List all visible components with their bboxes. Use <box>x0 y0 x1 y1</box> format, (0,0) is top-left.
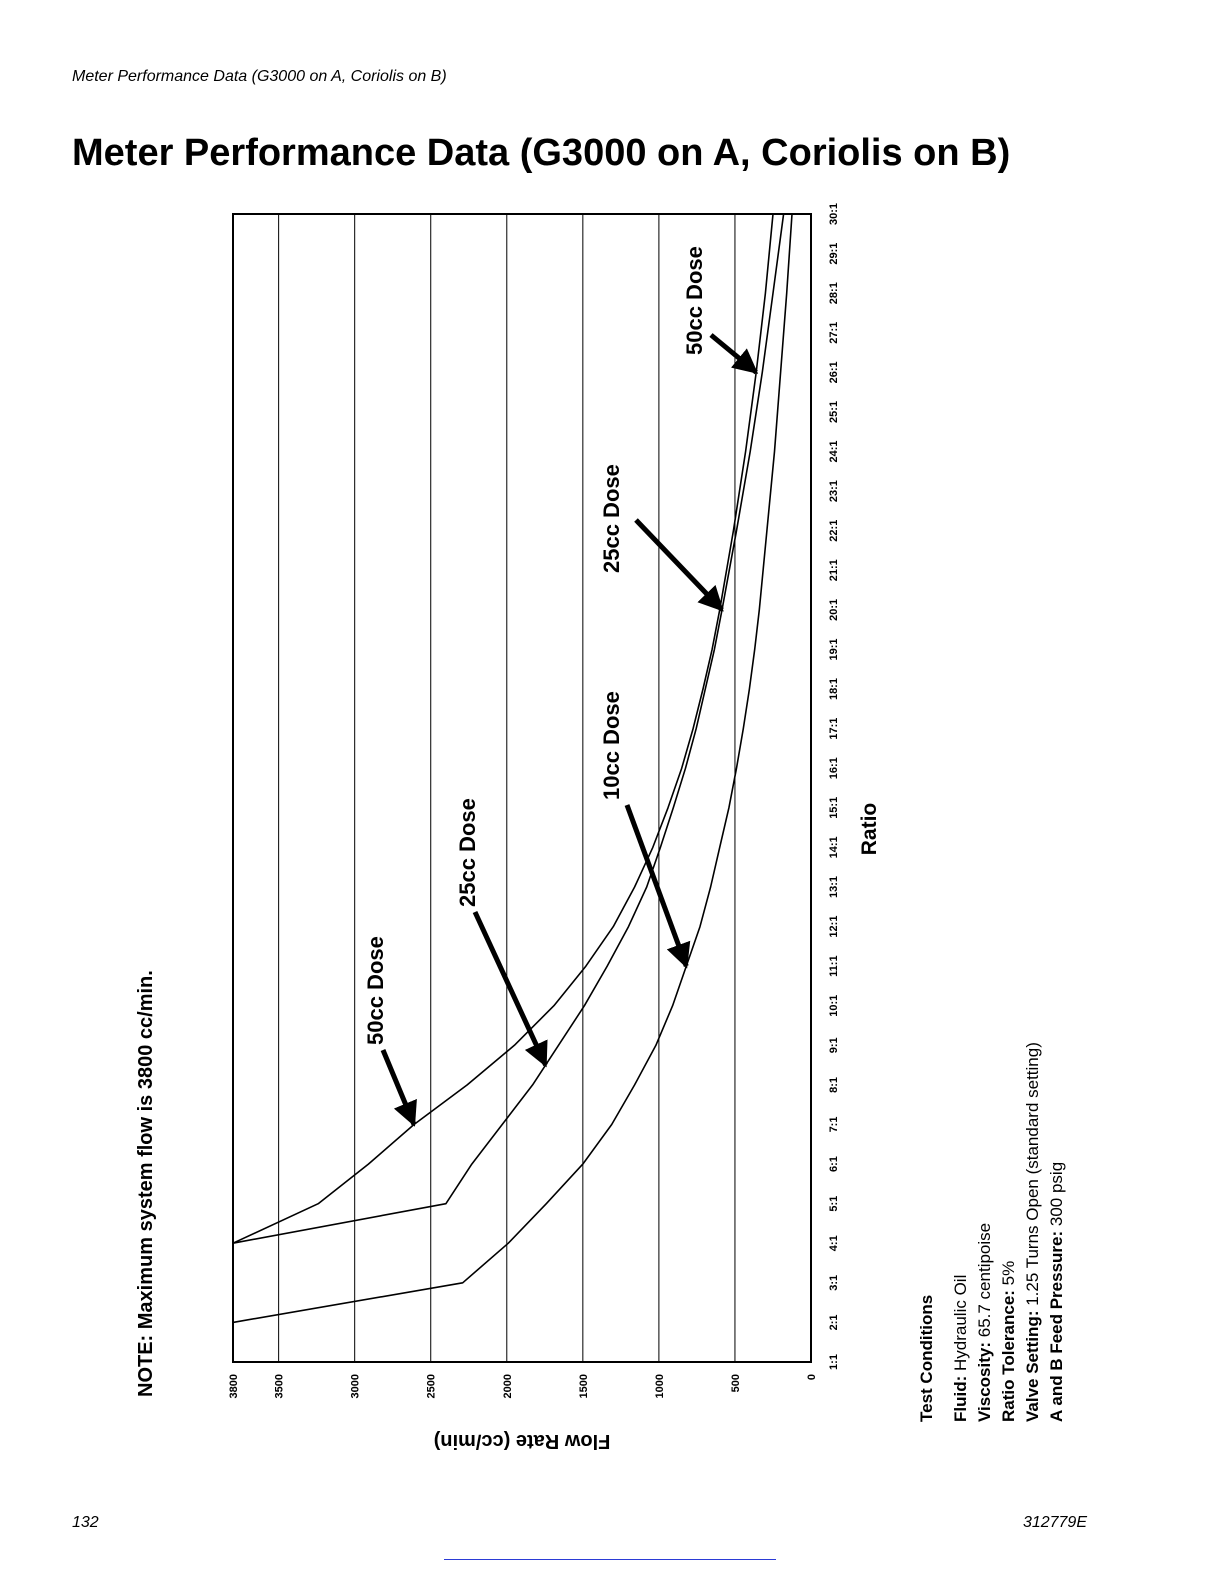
page-number: 132 <box>72 1514 99 1531</box>
x-tick-label: 9:1 <box>828 1037 840 1054</box>
running-header: Meter Performance Data (G3000 on A, Coriolis on B) <box>72 68 447 85</box>
x-tick-label: 16:1 <box>828 757 840 780</box>
test-conditions-heading: Test Conditions <box>917 1294 936 1422</box>
x-tick-label: 18:1 <box>828 678 840 701</box>
chart-ticks <box>228 203 840 1399</box>
x-tick-label: 20:1 <box>828 598 840 621</box>
x-tick-label: 15:1 <box>828 796 840 819</box>
series-line-25cc-dose <box>233 214 784 1243</box>
x-tick-label: 27:1 <box>828 321 840 344</box>
annotation-arrow <box>711 335 756 372</box>
x-axis-label: Ratio <box>858 802 881 856</box>
y-tick-label: 3000 <box>349 1374 362 1399</box>
y-tick-label: 3500 <box>273 1374 286 1399</box>
x-tick-label: 4:1 <box>828 1235 840 1252</box>
x-tick-label: 7:1 <box>828 1116 840 1133</box>
chart-grid <box>279 214 735 1362</box>
series-line-10cc-dose <box>233 214 792 1322</box>
x-tick-label: 19:1 <box>828 638 840 661</box>
annotation-arrow <box>475 912 546 1065</box>
test-condition-valve-setting: Valve Setting: 1.25 Turns Open (standard setting) <box>1023 1042 1042 1422</box>
x-tick-label: 13:1 <box>828 875 840 898</box>
y-tick-label: 500 <box>729 1374 742 1393</box>
annotation-label: 50cc Dose <box>363 936 388 1045</box>
page-title: Meter Performance Data (G3000 on A, Coriolis on B) <box>72 132 1011 174</box>
annotation-label: 25cc Dose <box>455 798 480 907</box>
chart-series <box>233 214 792 1322</box>
x-tick-label: 24:1 <box>828 440 840 463</box>
x-tick-label: 29:1 <box>828 242 840 265</box>
x-tick-label: 17:1 <box>828 717 840 740</box>
plot-frame <box>233 214 811 1362</box>
y-tick-label: 3800 <box>228 1374 240 1399</box>
x-tick-label: 22:1 <box>828 519 840 542</box>
annotation-arrow <box>383 1050 414 1124</box>
y-tick-label: 2500 <box>425 1374 438 1399</box>
x-tick-label: 14:1 <box>828 836 840 859</box>
test-conditions <box>917 1042 1066 1422</box>
x-tick-label: 21:1 <box>828 559 840 582</box>
y-tick-label: 1000 <box>653 1374 666 1399</box>
x-tick-label: 11:1 <box>828 955 840 977</box>
x-tick-label: 8:1 <box>828 1076 840 1093</box>
x-tick-label: 5:1 <box>828 1195 840 1212</box>
x-tick-label: 12:1 <box>828 915 840 938</box>
x-tick-label: 26:1 <box>828 361 840 384</box>
y-tick-label: 1500 <box>577 1374 590 1399</box>
x-tick-label: 10:1 <box>828 994 840 1017</box>
annotation-label: 25cc Dose <box>599 464 624 573</box>
x-tick-label: 1:1 <box>828 1354 840 1370</box>
test-condition-fluid: Fluid: Hydraulic Oil <box>951 1274 970 1422</box>
test-condition-feed-pressure: A and B Feed Pressure: 300 psig <box>1047 1161 1066 1422</box>
document-number: 312779E <box>1022 1514 1087 1531</box>
chart-annotations <box>363 246 756 1124</box>
annotation-arrow <box>636 520 722 610</box>
x-tick-label: 28:1 <box>828 282 840 305</box>
y-tick-label: 2000 <box>501 1374 514 1399</box>
x-tick-label: 30:1 <box>828 202 840 226</box>
x-tick-label: 2:1 <box>828 1314 840 1331</box>
annotation-label: 10cc Dose <box>599 691 624 800</box>
y-tick-label: 0 <box>806 1374 818 1381</box>
x-tick-label: 3:1 <box>828 1274 840 1291</box>
test-condition-viscosity: Viscosity: 65.7 centipoise <box>975 1222 994 1422</box>
link-underline[interactable] <box>444 1559 776 1560</box>
x-tick-label: 6:1 <box>828 1156 840 1173</box>
x-tick-label: 23:1 <box>828 480 840 503</box>
series-line-50cc-dose <box>233 214 773 1243</box>
test-condition-ratio-tolerance: Ratio Tolerance: 5% <box>999 1260 1018 1422</box>
annotation-label: 50cc Dose <box>682 246 707 355</box>
max-flow-note: NOTE: Maximum system flow is 3800 cc/min. <box>135 970 157 1397</box>
x-tick-label: 25:1 <box>828 400 840 423</box>
y-axis-label: Flow Rate (cc/min) <box>433 1430 611 1452</box>
